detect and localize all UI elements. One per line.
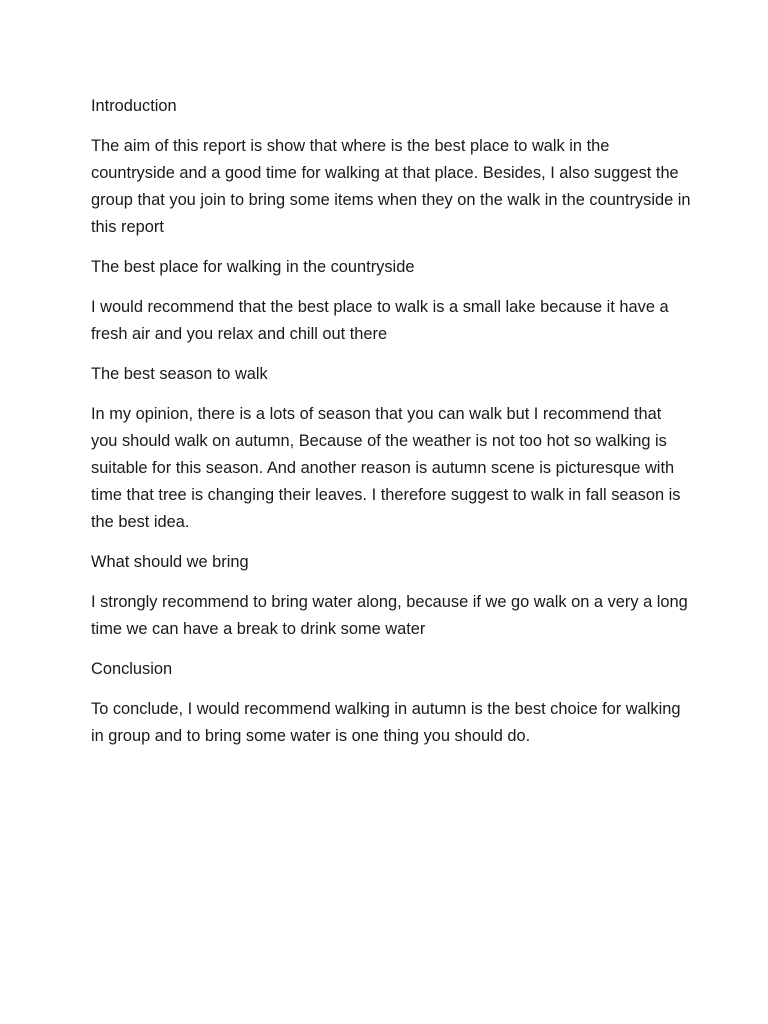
section-body-introduction: The aim of this report is show that where is the best place to walk in the countryside and a good time for walking at that place. Besides, I also suggest the group that you join to bring some items when they on the walk in the countryside in this report [91, 137, 691, 236]
section-heading-best-season: The best season to walk [91, 365, 268, 383]
section-heading-introduction: Introduction [91, 97, 177, 115]
section-body-what-to-bring: I strongly recommend to bring water along, because if we go walk on a very a long time we can have a break to drink some water [91, 593, 688, 638]
section-body-conclusion: To conclude, I would recommend walking in autumn is the best choice for walking in group and to bring some water is one thing you should do. [91, 700, 681, 745]
section-heading-best-place: The best place for walking in the countryside [91, 258, 415, 276]
section-body-best-season: In my opinion, there is a lots of season that you can walk but I recommend that you should walk on autumn, Because of the weather is not too hot so walking is suitable for this season. And another reason is autumn scene is picturesque with time that tree is changing their leaves. I therefore suggest to walk in fall season is the best idea. [91, 405, 681, 531]
section-heading-conclusion: Conclusion [91, 660, 173, 678]
section-heading-what-to-bring: What should we bring [91, 553, 249, 571]
section-body-best-place: I would recommend that the best place to walk is a small lake because it have a fresh air and you relax and chill out there [91, 298, 669, 343]
document-page [91, 93, 691, 763]
